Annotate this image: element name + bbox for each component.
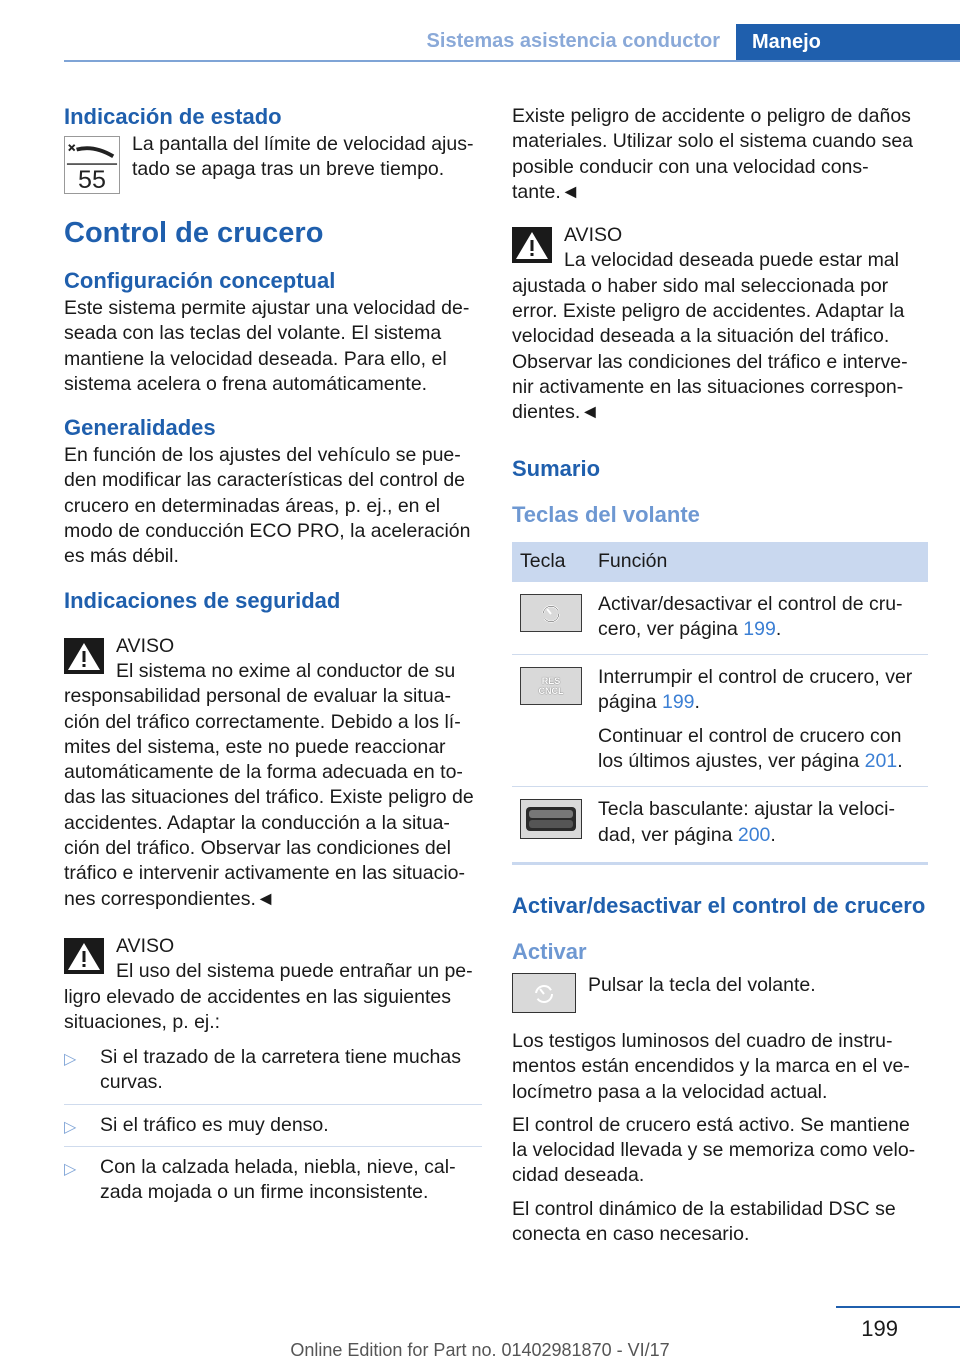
status-row — [64, 132, 482, 194]
table-row: RES CNCL Interrumpir el control de crucero, ver página 199. Continuar el control de crucero con los últimos ajustes, ver página 201. — [512, 655, 928, 787]
header-section-title: Sistemas asistencia conductor — [426, 30, 720, 52]
page-header — [64, 24, 960, 62]
cruise-control-key-icon — [512, 973, 576, 1013]
table-row: Activar/desactivar el control de cru‐cero, ver página 199. — [512, 582, 928, 655]
list-item: ▷ Si el trazado de la carretera tiene muchas curvas. — [64, 1045, 482, 1105]
rocker-switch-icon — [520, 799, 582, 839]
status-heading: Indicación de estado — [64, 104, 282, 129]
bullet-triangle-icon: ▷ — [64, 1118, 77, 1136]
warning-triangle-icon — [512, 227, 552, 263]
warning-1-text: responsabilidad personal de evaluar la situa‐ción del tráfico correctamente. Debido a los lí‐mites del sistema, este no puede reaccionar automáticamente de la forma adecuada en to‐das las situaciones del tráfico. Existe peligro de accidentes. Adaptar la conducción a la situa‐ción del tráfico. Observar las condiciones del tráfico e intervenir activamente en las situacio‐nes correspondientes.◄ — [64, 685, 474, 910]
paragraph-active: El control de crucero está activo. Se mantiene la velocidad llevada y se memoriza como velo‐cidad deseada. — [512, 1113, 916, 1187]
summary-heading: Sumario — [512, 455, 601, 481]
press-text: Pulsar la tecla del volante. — [588, 973, 816, 996]
warning-2-title: AVISO — [116, 934, 175, 957]
page-link[interactable]: 199 — [661, 691, 695, 714]
concept-heading: Configuración conceptual — [64, 268, 336, 293]
table-row: Tecla basculante: ajustar la veloci‐dad, ver página 200. — [512, 787, 928, 864]
speed-limit-number: 55 — [78, 166, 106, 194]
bullet-triangle-icon: ▷ — [64, 1161, 77, 1179]
header-rule — [64, 60, 960, 62]
status-text: La pantalla del límite de velocidad ajus‐tado se apaga tras un breve tiempo. — [132, 133, 474, 181]
list-item: ▷ Con la calzada helada, niebla, nieve, cal‐zada mojada o un firme inconsistente. — [64, 1156, 456, 1204]
header-chapter-tab[interactable]: Manejo — [736, 24, 960, 62]
concept-text: Este sistema permite ajustar una velocidad de‐seada con las teclas del volante. El sistema mantiene la velocidad deseada. Para ello, el sistema acelera o frena automáticamente. — [64, 297, 470, 395]
warning-block-1 — [64, 634, 482, 912]
page-link[interactable]: 199 — [743, 617, 776, 640]
warning-2-lead: El uso del sistema puede entrañar un pe‐ — [116, 960, 473, 983]
main-heading: Control de crucero — [64, 217, 324, 249]
warning-1-title: AVISO — [116, 634, 175, 657]
warning-3-title: AVISO — [564, 224, 623, 247]
table-header-row — [512, 542, 928, 582]
activate-subheading: Activar — [512, 938, 587, 964]
warning-2-text: ligro elevado de accidentes en las siguientes situaciones, p. ej.: — [64, 985, 452, 1033]
page-link[interactable]: 200 — [737, 823, 771, 846]
warning-1-lead: El sistema no exime al conductor de su — [116, 659, 456, 682]
column-header-function: Función — [590, 542, 928, 582]
cruise-control-key-icon — [520, 594, 582, 632]
page-link[interactable]: 201 — [864, 750, 898, 773]
keys-heading: Teclas del volante — [512, 501, 700, 527]
warning-3-lead: La velocidad deseada puede estar mal — [564, 249, 899, 272]
general-text: En función de los ajustes del vehículo se pue‐den modificar las características del control de crucero en determinadas áreas, p. ej., en el modo de conducción ECO PRO, la aceleración es más débil. — [64, 444, 471, 568]
safety-heading: Indicaciones de seguridad — [64, 587, 341, 613]
bullet-triangle-icon: ▷ — [64, 1051, 77, 1069]
paragraph-lights: Los testigos luminosos del cuadro de instru‐mentos están encendidos y la marca en el ve‐locímetro pasa a la velocidad actual. — [512, 1029, 910, 1103]
activate-row — [512, 973, 928, 1013]
danger-text: Existe peligro de accidente o peligro de daños materiales. Utilizar solo el sistema cuando sea posible conducir con una velocidad cons‐tante.◄ — [512, 105, 914, 203]
warning-block-2 — [64, 934, 482, 1035]
right-column — [512, 100, 928, 1255]
list-item: ▷ Si el tráfico es muy denso. — [64, 1113, 482, 1147]
general-heading: Generalidades — [64, 415, 216, 441]
warning-3-text: ajustada o haber sido mal seleccionada por error. Existe peligro de accidentes. Adaptar la velocidad deseada a la situación del tráfico. Observar las condiciones del tráfico e interve‐nir activamente en las situaciones correspon‐dientes.◄ — [512, 274, 908, 424]
risk-list — [64, 1045, 482, 1213]
res-cncl-key-icon: RES CNCL — [520, 667, 582, 705]
warning-triangle-icon — [64, 638, 104, 674]
speed-limit-display-icon — [64, 136, 120, 194]
edition-footer: Online Edition for Part no. 01402981870 - VI/17 — [290, 1340, 670, 1360]
warning-triangle-icon — [64, 938, 104, 974]
activate-heading: Activar/desactivar el control de crucero — [512, 892, 926, 918]
left-column — [64, 100, 482, 1222]
warning-block-3 — [512, 223, 928, 425]
page-number: 199 — [861, 1316, 898, 1341]
footer-rule — [836, 1306, 960, 1308]
column-header-key: Tecla — [512, 542, 590, 582]
steering-keys-table — [512, 542, 928, 865]
paragraph-dsc: El control dinámico de la estabilidad DSC se conecta en caso necesario. — [512, 1197, 896, 1246]
